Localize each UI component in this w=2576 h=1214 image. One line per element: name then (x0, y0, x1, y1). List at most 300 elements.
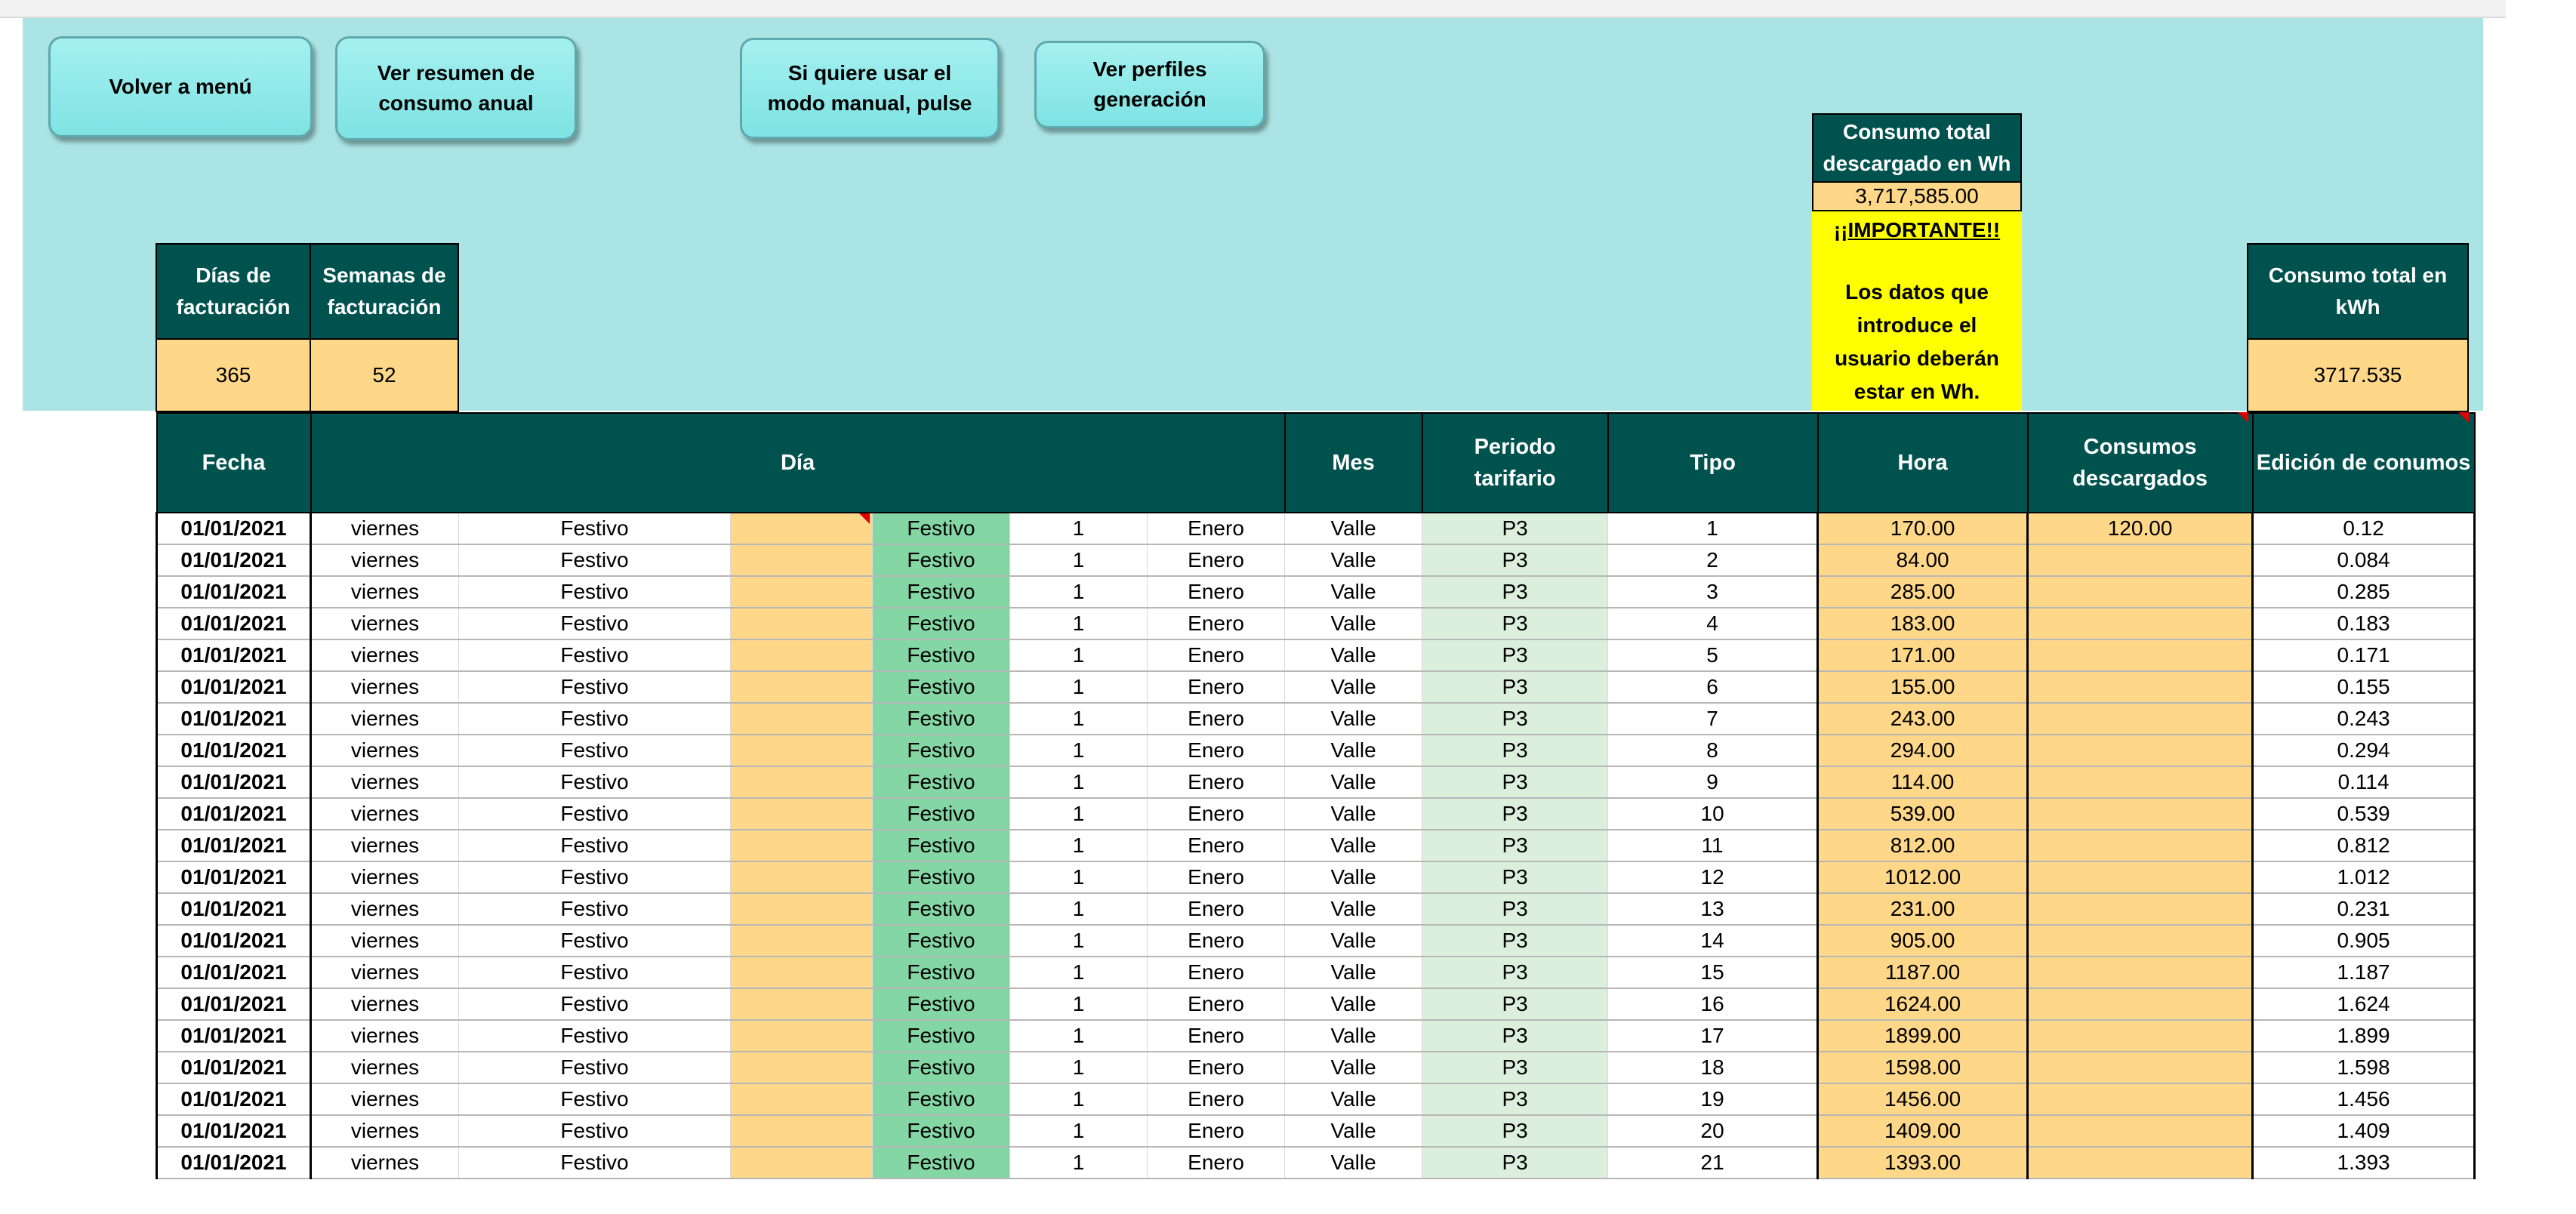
row-number-cell: 1 (1010, 830, 1148, 861)
table-row (157, 988, 2475, 1020)
row-edicion-cell[interactable] (2028, 671, 2253, 703)
row-hora-cell: 10 (1608, 798, 1818, 830)
row-daytype-cell: Festivo (459, 608, 731, 639)
row-daytype-cell: Festivo (459, 766, 731, 798)
row-consumo-cell: 539.00 (1818, 798, 2028, 830)
row-fecha-cell: 01/01/2021 (157, 513, 311, 544)
row-edicion-cell[interactable] (2028, 830, 2253, 861)
row-daytype-cell: Festivo (459, 925, 731, 957)
row-daytype2-cell: Festivo (873, 1147, 1010, 1179)
row-input-cell[interactable] (731, 766, 873, 798)
row-daytype-cell: Festivo (459, 830, 731, 861)
row-dia-cell: viernes (311, 830, 459, 861)
row-input-cell[interactable] (731, 544, 873, 576)
row-daytype2-cell: Festivo (873, 639, 1010, 671)
row-daytype2-cell: Festivo (873, 608, 1010, 639)
table-row (157, 671, 2475, 703)
row-dia-cell: viernes (311, 766, 459, 798)
table-row (157, 925, 2475, 957)
row-input-cell[interactable] (731, 1147, 873, 1179)
row-kwh-cell: 0.155 (2253, 671, 2475, 703)
row-input-cell[interactable] (731, 798, 873, 830)
row-fecha-cell: 01/01/2021 (157, 988, 311, 1020)
row-daytype2-cell: Festivo (873, 513, 1010, 544)
row-periodo-cell: Valle (1285, 798, 1422, 830)
row-dia-cell: viernes (311, 1083, 459, 1115)
row-fecha-cell: 01/01/2021 (157, 893, 311, 925)
row-hora-cell: 16 (1608, 988, 1818, 1020)
row-hora-cell: 19 (1608, 1083, 1818, 1115)
row-hora-cell: 8 (1608, 735, 1818, 766)
comment-indicator (2458, 412, 2469, 423)
back-to-menu-button[interactable]: Volver a menú (48, 36, 313, 137)
row-kwh-cell: 1.899 (2253, 1020, 2475, 1052)
row-edicion-cell[interactable] (2028, 639, 2253, 671)
row-tipo-cell: P3 (1422, 1083, 1608, 1115)
row-mes-cell: Enero (1148, 1052, 1285, 1083)
row-fecha-cell: 01/01/2021 (157, 861, 311, 893)
row-number-cell: 1 (1010, 576, 1148, 608)
row-daytype-cell: Festivo (459, 639, 731, 671)
row-consumo-cell: 84.00 (1818, 544, 2028, 576)
row-tipo-cell: P3 (1422, 1115, 1608, 1147)
col-edicion: Edición de conumos (2253, 413, 2475, 513)
row-daytype-cell: Festivo (459, 576, 731, 608)
table-row (157, 513, 2475, 544)
table-row (157, 1083, 2475, 1115)
row-tipo-cell: P3 (1422, 576, 1608, 608)
row-input-cell[interactable] (731, 830, 873, 861)
row-fecha-cell: 01/01/2021 (157, 671, 311, 703)
row-input-cell[interactable] (731, 735, 873, 766)
row-mes-cell: Enero (1148, 957, 1285, 988)
row-consumo-cell: 285.00 (1818, 576, 2028, 608)
row-tipo-cell: P3 (1422, 639, 1608, 671)
row-consumo-cell: 1456.00 (1818, 1083, 2028, 1115)
units-warning (1812, 211, 2022, 411)
row-input-cell[interactable] (731, 608, 873, 639)
row-daytype2-cell: Festivo (873, 576, 1010, 608)
row-hora-cell: 21 (1608, 1147, 1818, 1179)
row-tipo-cell: P3 (1422, 1052, 1608, 1083)
row-kwh-cell: 0.812 (2253, 830, 2475, 861)
billing-weeks-label: Semanas de facturación (310, 243, 459, 340)
row-periodo-cell: Valle (1285, 1115, 1422, 1147)
row-mes-cell: Enero (1148, 639, 1285, 671)
table-row (157, 608, 2475, 639)
row-periodo-cell: Valle (1285, 830, 1422, 861)
row-daytype2-cell: Festivo (873, 893, 1010, 925)
row-input-cell[interactable] (731, 861, 873, 893)
row-tipo-cell: P3 (1422, 1147, 1608, 1179)
row-mes-cell: Enero (1148, 988, 1285, 1020)
row-kwh-cell: 1.012 (2253, 861, 2475, 893)
row-fecha-cell: 01/01/2021 (157, 608, 311, 639)
row-dia-cell: viernes (311, 1147, 459, 1179)
row-kwh-cell: 0.171 (2253, 639, 2475, 671)
row-number-cell: 1 (1010, 957, 1148, 988)
row-edicion-cell[interactable] (2028, 988, 2253, 1020)
row-kwh-cell: 1.624 (2253, 988, 2475, 1020)
row-fecha-cell: 01/01/2021 (157, 1147, 311, 1179)
row-tipo-cell: P3 (1422, 957, 1608, 988)
row-hora-cell: 12 (1608, 861, 1818, 893)
row-number-cell: 1 (1010, 1083, 1148, 1115)
row-consumo-cell: 114.00 (1818, 766, 2028, 798)
row-consumo-cell: 1409.00 (1818, 1115, 2028, 1147)
table-row (157, 1020, 2475, 1052)
row-daytype2-cell: Festivo (873, 1083, 1010, 1115)
row-daytype2-cell: Festivo (873, 988, 1010, 1020)
row-periodo-cell: Valle (1285, 639, 1422, 671)
row-hora-cell: 7 (1608, 703, 1818, 735)
row-consumo-cell: 1598.00 (1818, 1052, 2028, 1083)
row-fecha-cell: 01/01/2021 (157, 957, 311, 988)
row-daytype-cell: Festivo (459, 1052, 731, 1083)
row-fecha-cell: 01/01/2021 (157, 576, 311, 608)
row-hora-cell: 1 (1608, 513, 1818, 544)
row-fecha-cell: 01/01/2021 (157, 1083, 311, 1115)
col-hora: Hora (1818, 413, 2028, 513)
row-dia-cell: viernes (311, 925, 459, 957)
row-periodo-cell: Valle (1285, 544, 1422, 576)
row-daytype-cell: Festivo (459, 1020, 731, 1052)
consumption-table (156, 412, 2576, 1179)
table-row (157, 957, 2475, 988)
row-consumo-cell: 1187.00 (1818, 957, 2028, 988)
row-edicion-cell[interactable] (2028, 544, 2253, 576)
row-dia-cell: viernes (311, 576, 459, 608)
row-input-cell[interactable] (731, 1115, 873, 1147)
generation-profiles-button[interactable]: Ver perfiles generación (1034, 41, 1265, 128)
billing-weeks-value[interactable]: 52 (310, 338, 459, 412)
row-input-cell[interactable] (731, 1052, 873, 1083)
row-daytype2-cell: Festivo (873, 830, 1010, 861)
table-row (157, 1147, 2475, 1179)
row-hora-cell: 11 (1608, 830, 1818, 861)
row-daytype-cell: Festivo (459, 735, 731, 766)
row-mes-cell: Enero (1148, 513, 1285, 544)
col-consumos: Consumos descargados (2028, 413, 2253, 513)
row-input-cell[interactable] (731, 671, 873, 703)
row-daytype-cell: Festivo (459, 988, 731, 1020)
row-periodo-cell: Valle (1285, 893, 1422, 925)
row-tipo-cell: P3 (1422, 671, 1608, 703)
row-mes-cell: Enero (1148, 766, 1285, 798)
table-row (157, 1115, 2475, 1147)
row-tipo-cell: P3 (1422, 861, 1608, 893)
row-mes-cell: Enero (1148, 703, 1285, 735)
row-tipo-cell: P3 (1422, 798, 1608, 830)
col-mes: Mes (1285, 413, 1422, 513)
row-tipo-cell: P3 (1422, 893, 1608, 925)
row-hora-cell: 4 (1608, 608, 1818, 639)
row-kwh-cell: 0.539 (2253, 798, 2475, 830)
row-dia-cell: viernes (311, 861, 459, 893)
row-daytype2-cell: Festivo (873, 925, 1010, 957)
row-periodo-cell: Valle (1285, 735, 1422, 766)
row-kwh-cell: 1.598 (2253, 1052, 2475, 1083)
row-daytype-cell: Festivo (459, 798, 731, 830)
row-kwh-cell: 0.285 (2253, 576, 2475, 608)
row-number-cell: 1 (1010, 513, 1148, 544)
row-input-cell[interactable] (731, 925, 873, 957)
table-row (157, 703, 2475, 735)
row-mes-cell: Enero (1148, 830, 1285, 861)
row-number-cell: 1 (1010, 766, 1148, 798)
row-hora-cell: 20 (1608, 1115, 1818, 1147)
row-dia-cell: viernes (311, 1115, 459, 1147)
row-fecha-cell: 01/01/2021 (157, 639, 311, 671)
row-mes-cell: Enero (1148, 608, 1285, 639)
row-kwh-cell: 0.294 (2253, 735, 2475, 766)
row-kwh-cell: 0.905 (2253, 925, 2475, 957)
billing-days-label: Días de facturación (156, 243, 311, 340)
row-consumo-cell: 812.00 (1818, 830, 2028, 861)
row-tipo-cell: P3 (1422, 608, 1608, 639)
row-mes-cell: Enero (1148, 544, 1285, 576)
row-number-cell: 1 (1010, 893, 1148, 925)
row-number-cell: 1 (1010, 735, 1148, 766)
row-consumo-cell: 155.00 (1818, 671, 2028, 703)
row-mes-cell: Enero (1148, 1083, 1285, 1115)
row-mes-cell: Enero (1148, 893, 1285, 925)
row-periodo-cell: Valle (1285, 925, 1422, 957)
row-consumo-cell: 171.00 (1818, 639, 2028, 671)
row-mes-cell: Enero (1148, 735, 1285, 766)
table-row (157, 830, 2475, 861)
row-consumo-cell: 905.00 (1818, 925, 2028, 957)
row-kwh-cell: 0.114 (2253, 766, 2475, 798)
row-input-cell[interactable] (731, 893, 873, 925)
row-number-cell: 1 (1010, 925, 1148, 957)
row-periodo-cell: Valle (1285, 766, 1422, 798)
row-edicion-cell[interactable] (2028, 576, 2253, 608)
row-number-cell: 1 (1010, 1147, 1148, 1179)
row-daytype2-cell: Festivo (873, 1020, 1010, 1052)
row-dia-cell: viernes (311, 735, 459, 766)
comment-indicator (859, 513, 870, 524)
row-edicion-cell[interactable] (2028, 1083, 2253, 1115)
row-periodo-cell: Valle (1285, 576, 1422, 608)
row-mes-cell: Enero (1148, 1147, 1285, 1179)
row-dia-cell: viernes (311, 544, 459, 576)
row-input-cell[interactable] (731, 1020, 873, 1052)
row-periodo-cell: Valle (1285, 1083, 1422, 1115)
row-edicion-cell[interactable] (2028, 1052, 2253, 1083)
row-kwh-cell: 0.231 (2253, 893, 2475, 925)
row-hora-cell: 17 (1608, 1020, 1818, 1052)
row-kwh-cell: 1.456 (2253, 1083, 2475, 1115)
row-daytype-cell: Festivo (459, 1147, 731, 1179)
row-daytype-cell: Festivo (459, 957, 731, 988)
row-consumo-cell: 231.00 (1818, 893, 2028, 925)
row-periodo-cell: Valle (1285, 1052, 1422, 1083)
row-number-cell: 1 (1010, 608, 1148, 639)
row-hora-cell: 2 (1608, 544, 1818, 576)
total-wh-label: Consumo total descargado en Wh (1812, 113, 2022, 183)
row-mes-cell: Enero (1148, 798, 1285, 830)
row-mes-cell: Enero (1148, 1020, 1285, 1052)
row-periodo-cell: Valle (1285, 1020, 1422, 1052)
row-hora-cell: 18 (1608, 1052, 1818, 1083)
row-consumo-cell: 1624.00 (1818, 988, 2028, 1020)
row-periodo-cell: Valle (1285, 1147, 1422, 1179)
row-fecha-cell: 01/01/2021 (157, 830, 311, 861)
row-mes-cell: Enero (1148, 861, 1285, 893)
row-dia-cell: viernes (311, 513, 459, 544)
row-tipo-cell: P3 (1422, 544, 1608, 576)
row-dia-cell: viernes (311, 608, 459, 639)
table-header-row: Fecha Día Mes Periodo tarifario Tipo Hora Consumos descargados Edición de conumos Consumo en kWh (157, 413, 2475, 513)
table-row (157, 861, 2475, 893)
row-dia-cell: viernes (311, 671, 459, 703)
table-row (157, 1052, 2475, 1083)
warning-title: ¡¡IMPORTANTE!! (1833, 218, 2001, 242)
row-kwh-cell: 0.084 (2253, 544, 2475, 576)
row-fecha-cell: 01/01/2021 (157, 735, 311, 766)
row-consumo-cell: 243.00 (1818, 703, 2028, 735)
row-hora-cell: 6 (1608, 671, 1818, 703)
row-periodo-cell: Valle (1285, 957, 1422, 988)
row-consumo-cell: 170.00 (1818, 513, 2028, 544)
annual-summary-button[interactable]: Ver resumen de consumo anual (335, 36, 577, 140)
col-fecha: Fecha (157, 413, 311, 513)
row-daytype2-cell: Festivo (873, 1115, 1010, 1147)
row-hora-cell: 13 (1608, 893, 1818, 925)
row-input-cell[interactable] (731, 988, 873, 1020)
row-daytype2-cell: Festivo (873, 766, 1010, 798)
row-edicion-cell[interactable] (2028, 735, 2253, 766)
row-dia-cell: viernes (311, 893, 459, 925)
row-input-cell[interactable] (731, 703, 873, 735)
row-hora-cell: 5 (1608, 639, 1818, 671)
row-tipo-cell: P3 (1422, 830, 1608, 861)
table-row (157, 576, 2475, 608)
row-mes-cell: Enero (1148, 671, 1285, 703)
table-row (157, 893, 2475, 925)
row-daytype-cell: Festivo (459, 1115, 731, 1147)
row-input-cell[interactable] (731, 576, 873, 608)
row-hora-cell: 14 (1608, 925, 1818, 957)
row-dia-cell: viernes (311, 988, 459, 1020)
table-row (157, 639, 2475, 671)
row-fecha-cell: 01/01/2021 (157, 1052, 311, 1083)
row-number-cell: 1 (1010, 671, 1148, 703)
row-number-cell: 1 (1010, 861, 1148, 893)
row-periodo-cell: Valle (1285, 861, 1422, 893)
row-dia-cell: viernes (311, 1020, 459, 1052)
row-edicion-cell[interactable] (2028, 766, 2253, 798)
row-tipo-cell: P3 (1422, 766, 1608, 798)
row-kwh-cell: 0.12 (2253, 513, 2475, 544)
row-tipo-cell: P3 (1422, 703, 1608, 735)
row-mes-cell: Enero (1148, 576, 1285, 608)
row-daytype2-cell: Festivo (873, 798, 1010, 830)
row-dia-cell: viernes (311, 1052, 459, 1083)
row-daytype-cell: Festivo (459, 703, 731, 735)
row-number-cell: 1 (1010, 544, 1148, 576)
row-daytype2-cell: Festivo (873, 544, 1010, 576)
row-fecha-cell: 01/01/2021 (157, 544, 311, 576)
row-fecha-cell: 01/01/2021 (157, 766, 311, 798)
row-daytype-cell: Festivo (459, 671, 731, 703)
row-edicion-cell[interactable] (2028, 798, 2253, 830)
row-fecha-cell: 01/01/2021 (157, 798, 311, 830)
table-row (157, 766, 2475, 798)
row-fecha-cell: 01/01/2021 (157, 1020, 311, 1052)
row-hora-cell: 15 (1608, 957, 1818, 988)
row-edicion-cell[interactable] (2028, 861, 2253, 893)
row-dia-cell: viernes (311, 703, 459, 735)
row-number-cell: 1 (1010, 1020, 1148, 1052)
row-edicion-cell[interactable] (2028, 893, 2253, 925)
row-input-cell[interactable] (731, 639, 873, 671)
row-input-cell[interactable] (731, 957, 873, 988)
row-tipo-cell: P3 (1422, 988, 1608, 1020)
table-row (157, 544, 2475, 576)
row-edicion-cell[interactable] (2028, 703, 2253, 735)
row-edicion-cell[interactable]: 120.00 (2028, 513, 2253, 544)
row-edicion-cell[interactable] (2028, 1147, 2253, 1179)
row-input-cell[interactable] (731, 1083, 873, 1115)
row-periodo-cell: Valle (1285, 608, 1422, 639)
row-consumo-cell: 1899.00 (1818, 1020, 2028, 1052)
row-edicion-cell[interactable] (2028, 1020, 2253, 1052)
row-periodo-cell: Valle (1285, 703, 1422, 735)
row-number-cell: 1 (1010, 798, 1148, 830)
billing-days-value[interactable]: 365 (156, 338, 311, 412)
row-fecha-cell: 01/01/2021 (157, 703, 311, 735)
row-consumo-cell: 294.00 (1818, 735, 2028, 766)
row-dia-cell: viernes (311, 798, 459, 830)
row-consumo-cell: 1393.00 (1818, 1147, 2028, 1179)
comment-indicator (2238, 412, 2248, 423)
row-edicion-cell[interactable] (2028, 925, 2253, 957)
row-dia-cell: viernes (311, 639, 459, 671)
total-wh-value: 3,717,585.00 (1812, 181, 2022, 211)
row-dia-cell: viernes (311, 957, 459, 988)
row-periodo-cell: Valle (1285, 988, 1422, 1020)
manual-mode-button[interactable]: Si quiere usar el modo manual, pulse (740, 38, 1000, 139)
row-daytype-cell: Festivo (459, 861, 731, 893)
row-kwh-cell: 1.393 (2253, 1147, 2475, 1179)
table-row (157, 735, 2475, 766)
row-daytype-cell: Festivo (459, 893, 731, 925)
sheet-top-gridline (0, 0, 2506, 18)
row-daytype-cell: Festivo (459, 1083, 731, 1115)
row-input-cell[interactable] (731, 513, 873, 544)
row-mes-cell: Enero (1148, 925, 1285, 957)
total-kwh-label: Consumo total en kWh (2247, 243, 2469, 340)
row-edicion-cell[interactable] (2028, 608, 2253, 639)
row-daytype2-cell: Festivo (873, 1052, 1010, 1083)
row-kwh-cell: 0.183 (2253, 608, 2475, 639)
total-kwh-value: 3717.535 (2247, 338, 2469, 412)
row-kwh-cell: 1.409 (2253, 1115, 2475, 1147)
row-tipo-cell: P3 (1422, 513, 1608, 544)
row-periodo-cell: Valle (1285, 671, 1422, 703)
row-edicion-cell[interactable] (2028, 957, 2253, 988)
row-kwh-cell: 0.243 (2253, 703, 2475, 735)
warning-text: Los datos que introduce el usuario deberán estar en Wh. (1835, 280, 1999, 403)
row-daytype2-cell: Festivo (873, 671, 1010, 703)
row-daytype2-cell: Festivo (873, 861, 1010, 893)
row-number-cell: 1 (1010, 639, 1148, 671)
row-daytype2-cell: Festivo (873, 735, 1010, 766)
row-number-cell: 1 (1010, 1115, 1148, 1147)
row-edicion-cell[interactable] (2028, 1115, 2253, 1147)
